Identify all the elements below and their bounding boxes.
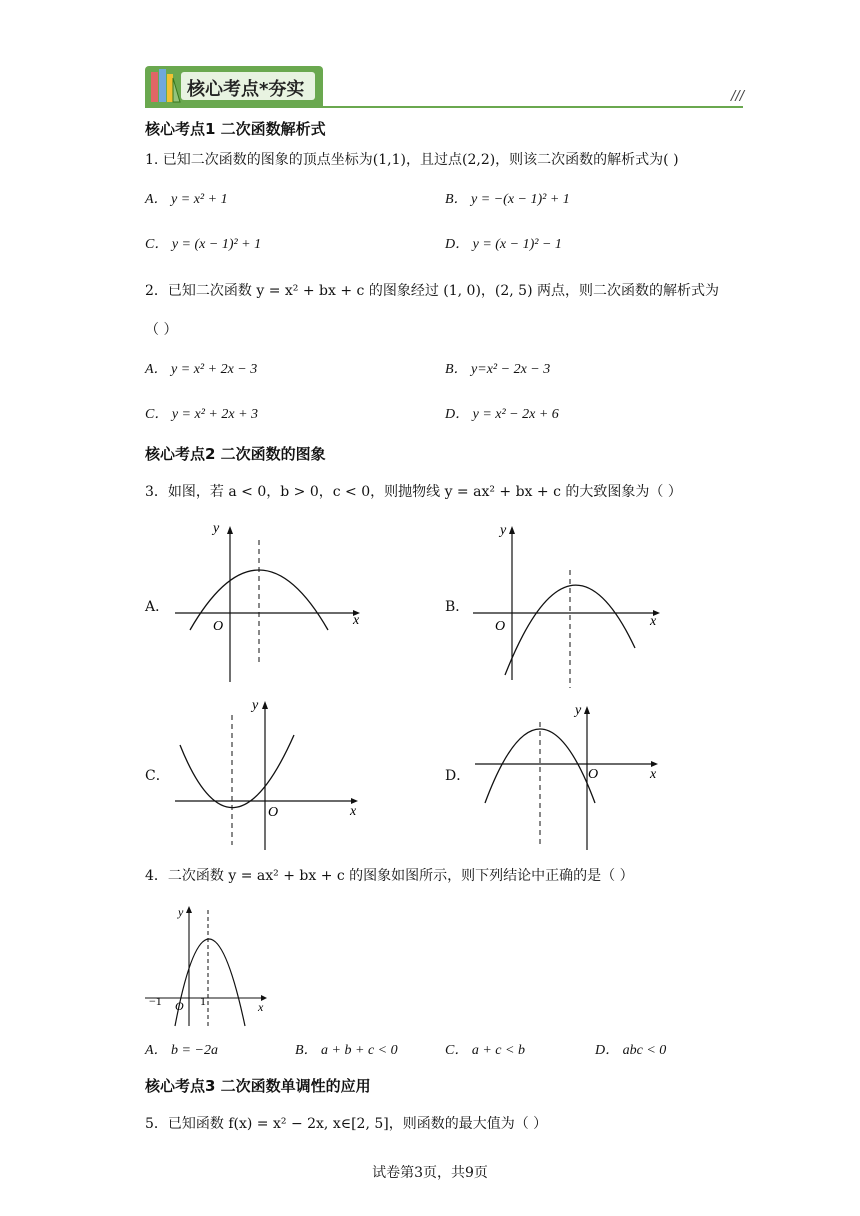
section-banner [145,66,323,106]
q3a-y-label: y [213,521,220,536]
section-title-3: 核心考点3 二次函数单调性的应用 [145,1077,371,1095]
q4-neg1-label: −1 [149,994,162,1008]
q2-option-c[interactable]: C． y = x² + 2x + 3 [145,407,259,422]
q3c-x-label: x [350,804,357,819]
q1-option-c[interactable]: C． y = (x − 1)² + 1 [145,237,262,252]
q3b-y-label: y [500,523,507,538]
q3a-x-label: x [353,613,360,628]
q4-origin-label: O [175,999,184,1013]
q3-stem: 3．如图，若 a < 0，b > 0，c < 0，则抛物线 y = ax² + bx + c 的大致图象为（ ） [145,484,682,500]
q1-option-b[interactable]: B． y = −(x − 1)² + 1 [445,192,570,207]
q4-y-label: y [178,905,184,919]
q5-stem: 5．已知函数 f(x) = x² − 2x, x∈[2, 5]，则函数的最大值为（ ） [145,1116,548,1132]
q4-graph [145,900,275,1030]
q3-graph-b[interactable] [470,520,670,690]
q3d-x-label: x [650,767,657,782]
books-icon [149,68,181,104]
section-title-2: 核心考点2 二次函数的图象 [145,445,326,463]
q2-paren: （ ） [145,322,178,338]
q3d-origin-label: O [588,767,599,782]
q3-graph-a[interactable] [170,520,370,685]
q3-graph-c[interactable] [170,695,370,855]
header-slashes: /// [731,89,745,104]
q1-stem: 1. 已知二次函数的图象的顶点坐标为(1,1)，且过点(2,2)，则该二次函数的解析式为( ) [145,152,679,168]
q1-option-a[interactable]: A． y = x² + 1 [145,192,228,207]
q2-option-a[interactable]: A． y = x² + 2x − 3 [145,362,258,377]
q4-one-label: 1 [200,994,206,1008]
q4-stem: 4．二次函数 y = ax² + bx + c 的图象如图所示，则下列结论中正确的是（ ） [145,868,634,884]
q3-option-c-label[interactable]: C． [145,768,170,784]
page-footer: 试卷第3页，共9页 [372,1165,488,1181]
q3-option-a-label[interactable]: A． [145,599,170,615]
q3-option-b-label[interactable]: B． [445,599,470,615]
q2-stem: 2．已知二次函数 y = x² + bx + c 的图象经过 (1, 0)，(2, 5) 两点，则二次函数的解析式为 [145,283,719,299]
q4-x-label: x [258,1000,264,1014]
q3a-origin-label: O [213,619,224,634]
banner-title: 核心考点*夯实 [187,79,305,100]
q2-option-b[interactable]: B． y=x² − 2x − 3 [445,362,551,377]
q3-graph-d[interactable] [470,700,670,855]
q3b-origin-label: O [495,619,506,634]
header-rule [145,106,743,108]
q3b-x-label: x [650,614,657,629]
q4-option-a[interactable]: A． b = −2a [145,1043,218,1058]
q3c-y-label: y [252,698,259,713]
q4-option-c[interactable]: C． a + c < b [445,1043,525,1058]
q3c-origin-label: O [268,805,279,820]
section-title-1: 核心考点1 二次函数解析式 [145,120,326,138]
q4-option-b[interactable]: B． a + b + c < 0 [295,1043,398,1058]
q3-option-d-label[interactable]: D． [445,768,471,784]
q1-option-d[interactable]: D． y = (x − 1)² − 1 [445,237,562,252]
q4-option-d[interactable]: D． abc < 0 [595,1043,667,1058]
q2-option-d[interactable]: D． y = x² − 2x + 6 [445,407,559,422]
q3d-y-label: y [575,703,582,718]
